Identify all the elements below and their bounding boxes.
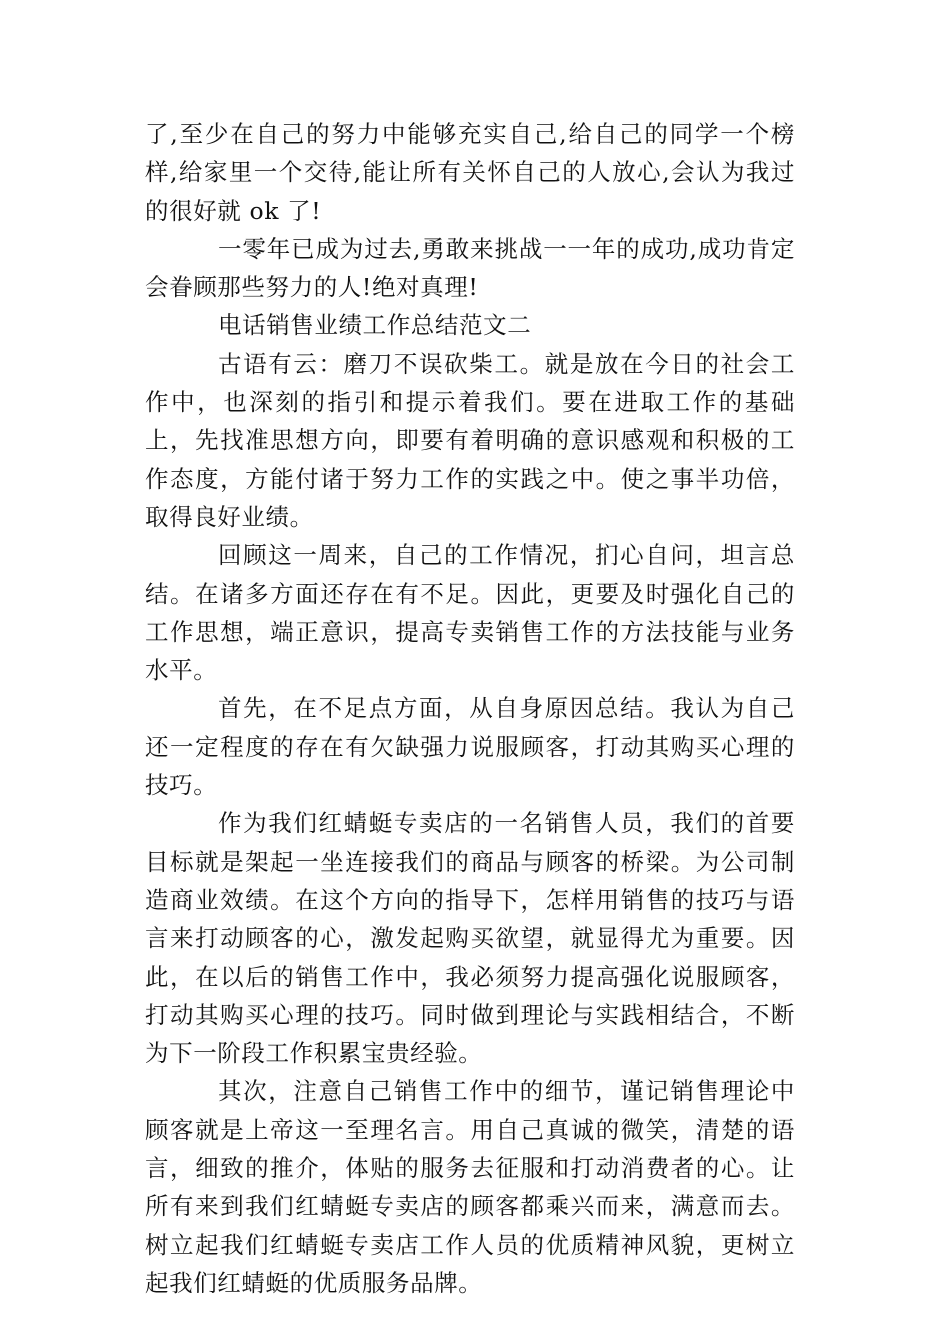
document-body [145,115,795,1302]
paragraph-continuation: 了,至少在自己的努力中能够充实自己,给自己的同学一个榜样,给家里一个交待,能让所有关怀自己的人放心,会认为我过的很好就 ok 了! [145,120,795,225]
paragraph-first: 首先，在不足点方面，从自身原因总结。我认为自己还一定程度的存在有欠缺强力说服顾客，打动其购买心理的技巧。 [145,694,795,800]
paragraph-role: 作为我们红蜻蜓专卖店的一名销售人员，我们的首要目标就是架起一坐连接我们的商品与顾客的桥梁。为公司制造商业效绩。在这个方向的指导下，怎样用销售的技巧与语言来打动顾客的心，激发起购买欲望，就显得尤为重要。因此，在以后的销售工作中，我必须努力提高强化说服顾客，打动其购买心理的技巧。同时做到理论与实践相结合，不断为下一阶段工作积累宝贵经验。 [145,809,795,1068]
paragraph-second: 其次，注意自己销售工作中的细节，谨记销售理论中顾客就是上帝这一至理名言。用自己真诚的微笑，清楚的语言，细致的推介，体贴的服务去征服和打动消费者的心。让所有来到我们红蜻蜓专卖店的顾客都乘兴而来，满意而去。树立起我们红蜻蜓专卖店工作人员的优质精神风貌，更树立起我们红蜻蜓的优质服务品牌。 [145,1077,795,1297]
paragraph-proverb: 古语有云：磨刀不误砍柴工。就是放在今日的社会工作中，也深刻的指引和提示着我们。要在进取工作的基础上，先找准思想方向，即要有着明确的意识感观和积极的工作态度，方能付诸于努力工作的实践之中。使之事半功倍，取得良好业绩。 [145,349,795,531]
section-heading: 电话销售业绩工作总结范文二 [218,311,532,340]
paragraph-review: 回顾这一周来，自己的工作情况，扪心自问，坦言总结。在诸多方面还存在有不足。因此，更要及时强化自己的工作思想，端正意识，提高专卖销售工作的方法技能与业务水平。 [145,541,795,685]
paragraph-new-year: 一零年已成为过去,勇敢来挑战一一年的成功,成功肯定会眷顾那些努力的人!绝对真理! [145,234,795,302]
